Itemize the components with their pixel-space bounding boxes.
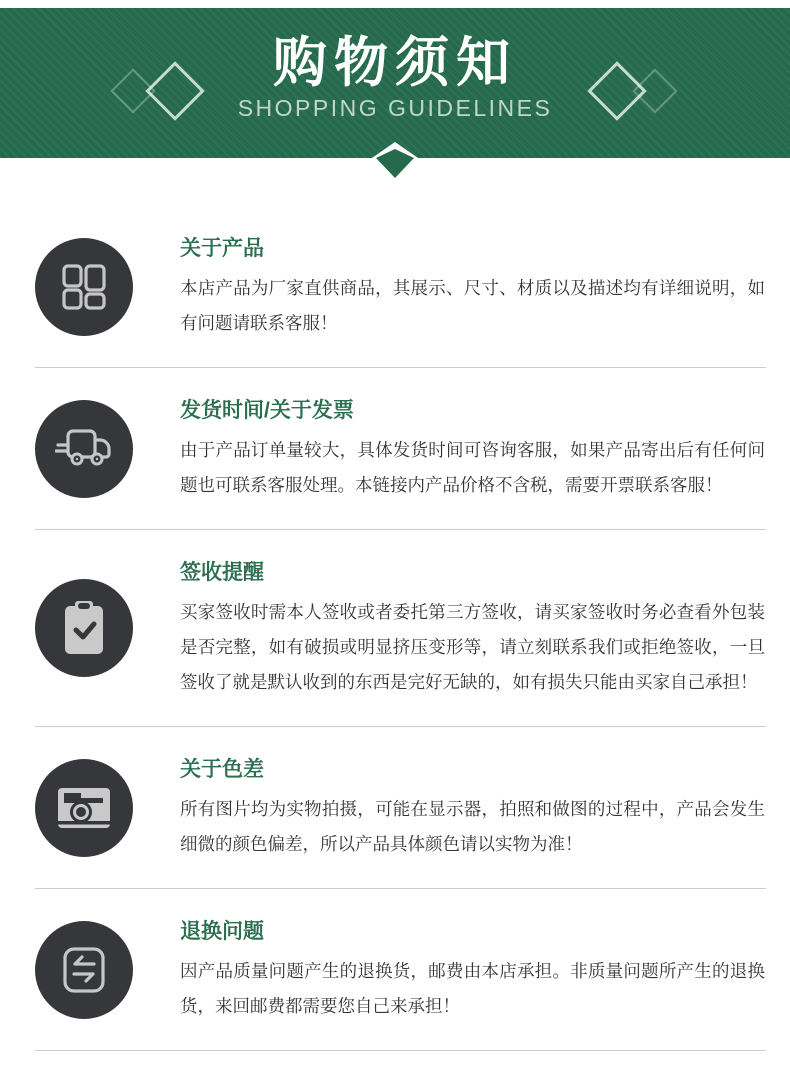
down-arrow-icon	[367, 140, 423, 180]
icon-circle	[35, 759, 133, 857]
divider	[35, 1050, 766, 1051]
section-content	[180, 556, 765, 700]
section-body: 本店产品为厂家直供商品，其展示、尺寸、材质以及描述均有详细说明，如有问题请联系客服！	[180, 278, 765, 333]
grid-icon	[60, 263, 108, 311]
icon-circle	[35, 579, 133, 677]
section-about-product	[0, 206, 790, 367]
guidelines-list	[0, 158, 790, 1051]
section-body: 所有图片均为实物拍摄，可能在显示器，拍照和做图的过程中，产品会发生细微的颜色偏差，所以产品具体颜色请以实物为准！	[180, 799, 765, 854]
exchange-icon	[61, 945, 107, 995]
section-shipping-invoice	[0, 368, 790, 529]
page-subtitle: SHOPPING GUIDELINES	[237, 95, 553, 122]
section-title: 关于产品	[180, 237, 264, 260]
icon-circle	[35, 238, 133, 336]
icon-circle	[35, 400, 133, 498]
section-body: 由于产品订单量较大，具体发货时间可咨询客服，如果产品寄出后有任何问题也可联系客服处理。本链接内产品价格不含税，需要开票联系客服！	[180, 440, 765, 495]
section-return-exchange	[0, 889, 790, 1050]
section-signoff-reminder	[0, 530, 790, 726]
section-content	[180, 915, 765, 1024]
section-title: 关于色差	[180, 758, 264, 781]
section-body: 买家签收时需本人签收或者委托第三方签收，请买家签收时务必查看外包装是否完整，如有破损或明显挤压变形等，请立刻联系我们或拒绝签收，一旦签收了就是默认收到的东西是完好无缺的，如有损失只能由买家自己承担！	[180, 602, 765, 692]
banner	[0, 8, 790, 158]
truck-icon	[55, 429, 113, 469]
section-content	[180, 394, 765, 503]
section-color-difference	[0, 727, 790, 888]
section-title: 退换问题	[180, 920, 264, 943]
section-title: 签收提醒	[180, 561, 264, 584]
section-title: 发货时间/关于发票	[180, 399, 354, 422]
clipboard-check-icon	[60, 600, 108, 656]
page-title: 购物须知	[273, 33, 517, 93]
section-body: 因产品质量问题产生的退换货，邮费由本店承担。非质量问题所产生的退换货，来回邮费都需要您自己来承担！	[180, 961, 765, 1016]
icon-circle	[35, 921, 133, 1019]
top-white-strip	[0, 0, 790, 8]
section-content	[180, 753, 765, 862]
section-content	[180, 232, 765, 341]
camera-icon	[57, 784, 111, 832]
